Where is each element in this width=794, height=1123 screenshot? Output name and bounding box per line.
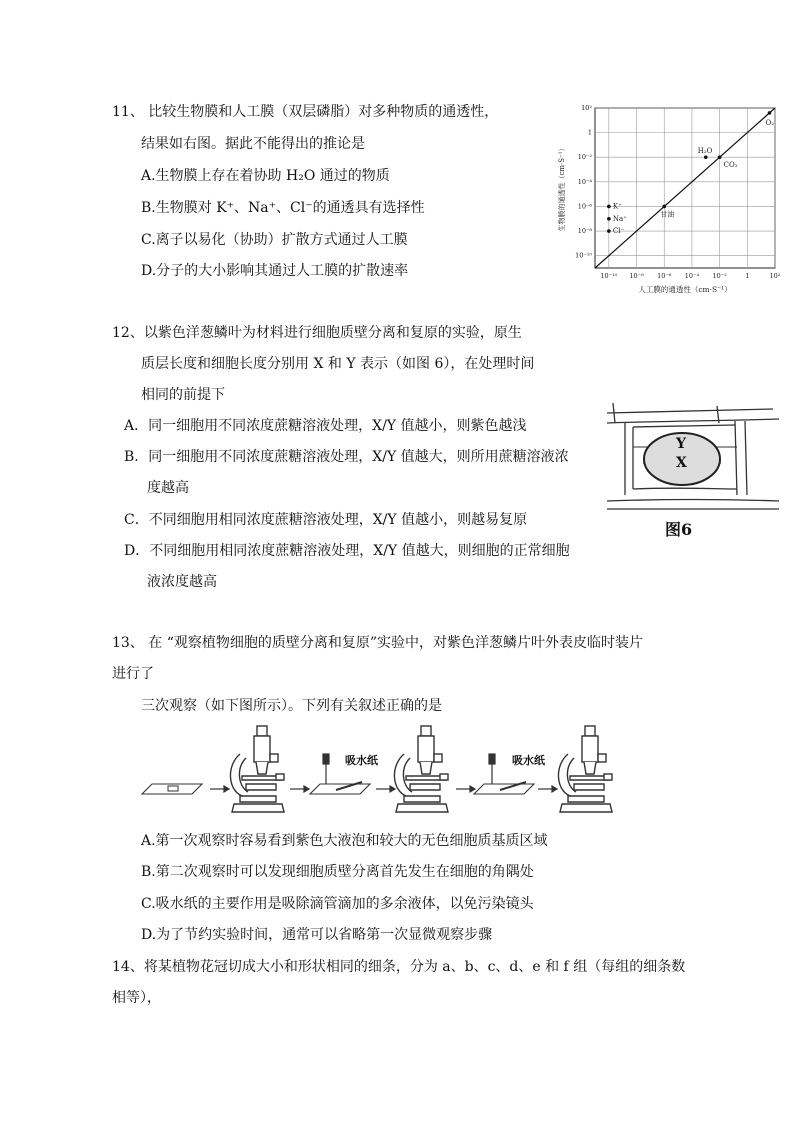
q12-option-a: A．同一细胞用不同浓度蔗糖溶液处理，X/Y 值越小，则紫色越浅 <box>124 418 527 434</box>
q13-stem-line1: 13、 在 “观察植物细胞的质壁分离和复原”实验中，对紫色洋葱鳞片叶外表皮临时装片 <box>112 635 644 651</box>
data-point <box>607 205 611 209</box>
x-tick-label: 10⁻⁸ <box>629 272 644 280</box>
data-point <box>607 217 611 221</box>
q11-option-b: B.生物膜对 K⁺、Na⁺、Cl⁻的通透具有选择性 <box>141 200 425 216</box>
data-point-label: K⁺ <box>612 202 622 211</box>
blotting-paper-label-2: 吸水纸 <box>512 754 545 767</box>
y-tick-label: 10⁻² <box>577 153 592 162</box>
data-point <box>768 111 772 115</box>
data-point-label: CO₂ <box>723 161 738 170</box>
q13-option-c: C.吸水纸的主要作用是吸除滴管滴加的多余液体，以免污染镜头 <box>141 896 534 912</box>
blotting-paper-label-1: 吸水纸 <box>345 754 378 767</box>
x-tick-label: 10⁻⁴ <box>684 272 700 280</box>
data-point <box>704 155 708 159</box>
y-tick-label: 10⁻⁶ <box>577 202 592 211</box>
y-tick-label: 10⁻⁸ <box>577 227 592 236</box>
q12-option-d: D．不同细胞用相同浓度蔗糖溶液处理，X/Y 值越大，则细胞的正常细胞 <box>124 543 570 559</box>
cell-figure-6 <box>603 403 783 543</box>
q11-option-d: D.分子的大小影响其通过人工膜的扩散速率 <box>141 263 409 279</box>
q13-stem-line3: 三次观察（如下图所示）。下列有关叙述正确的是 <box>141 698 442 714</box>
y-tick-label: 10⁻⁴ <box>577 177 592 186</box>
x-tick-label: 10⁻¹⁰ <box>600 272 618 280</box>
data-point <box>662 205 666 209</box>
q12-option-b: B．同一细胞用不同浓度蔗糖溶液处理，X/Y 值越大，则所用蔗糖溶液浓 <box>124 449 569 465</box>
figure-6-caption: 图6 <box>665 520 693 539</box>
q11-option-c: C.离子以易化（协助）扩散方式通过人工膜 <box>141 232 408 248</box>
y-tick-label: 1 <box>587 128 592 137</box>
x-tick-label: 10⁻⁶ <box>657 272 672 280</box>
q12-stem-line2: 质层长度和细胞长度分别用 X 和 Y 表示（如图 6），在处理时间 <box>141 356 535 372</box>
x-tick-label: 1 <box>745 272 750 280</box>
x-tick-label: 10² <box>769 272 781 280</box>
q12-option-b-cont: 度越高 <box>147 480 189 496</box>
q14-stem-line1: 14、将某植物花冠切成大小和形状相同的细条，分为 a、b、c、d、e 和 f 组（每组的细条数 <box>112 959 686 975</box>
data-point-label: Na⁺ <box>612 214 627 223</box>
data-point-label: H₂O <box>697 147 713 156</box>
data-point-label: Cl⁻ <box>612 227 625 236</box>
data-point-label: 甘油 <box>660 210 675 219</box>
data-point <box>607 229 611 233</box>
y-tick-label: 10² <box>581 104 592 112</box>
y-tick-label: 10⁻¹⁰ <box>575 251 592 260</box>
q12-option-c: C．不同细胞用相同浓度蔗糖溶液处理，X/Y 值越小，则越易复原 <box>124 512 528 528</box>
x-axis-label: 人工膜的通透性（cm·S⁻¹） <box>638 285 732 294</box>
q11-stem-line1: 11、 比较生物膜和人工膜（双层磷脂）对多种物质的通透性， <box>112 104 499 120</box>
q13-option-b: B.第二次观察时可以发现细胞质壁分离首先发生在细胞的角隅处 <box>141 864 534 880</box>
q13-stem-line2: 进行了 <box>112 666 154 682</box>
q11-option-a: A.生物膜上存在着协助 H₂O 通过的物质 <box>141 168 390 184</box>
data-point <box>718 155 722 159</box>
data-point-label: O₂ <box>765 118 775 127</box>
microscope-procedure-figure <box>140 720 620 822</box>
y-axis-label: 生物膜的通透性（cm·S⁻¹） <box>558 144 566 232</box>
q13-option-a: A.第一次观察时容易看到紫色大液泡和较大的无色细胞质基质区域 <box>141 833 548 849</box>
q13-option-d: D.为了节约实验时间，通常可以省略第一次显微观察步骤 <box>141 927 493 943</box>
q11-stem-line2: 结果如右图。据此不能得出的推论是 <box>141 136 365 152</box>
q12-option-d-cont: 液浓度越高 <box>147 574 217 590</box>
label-x: X <box>676 455 687 471</box>
permeability-chart <box>548 100 788 300</box>
q12-stem-line3: 相同的前提下 <box>141 387 225 403</box>
label-y: Y <box>676 436 686 452</box>
q14-stem-line2: 相等）， <box>112 990 161 1006</box>
x-tick-label: 10⁻² <box>712 272 727 280</box>
q12-stem-line1: 12、以紫色洋葱鳞叶为材料进行细胞质壁分离和复原的实验，原生 <box>112 325 522 341</box>
